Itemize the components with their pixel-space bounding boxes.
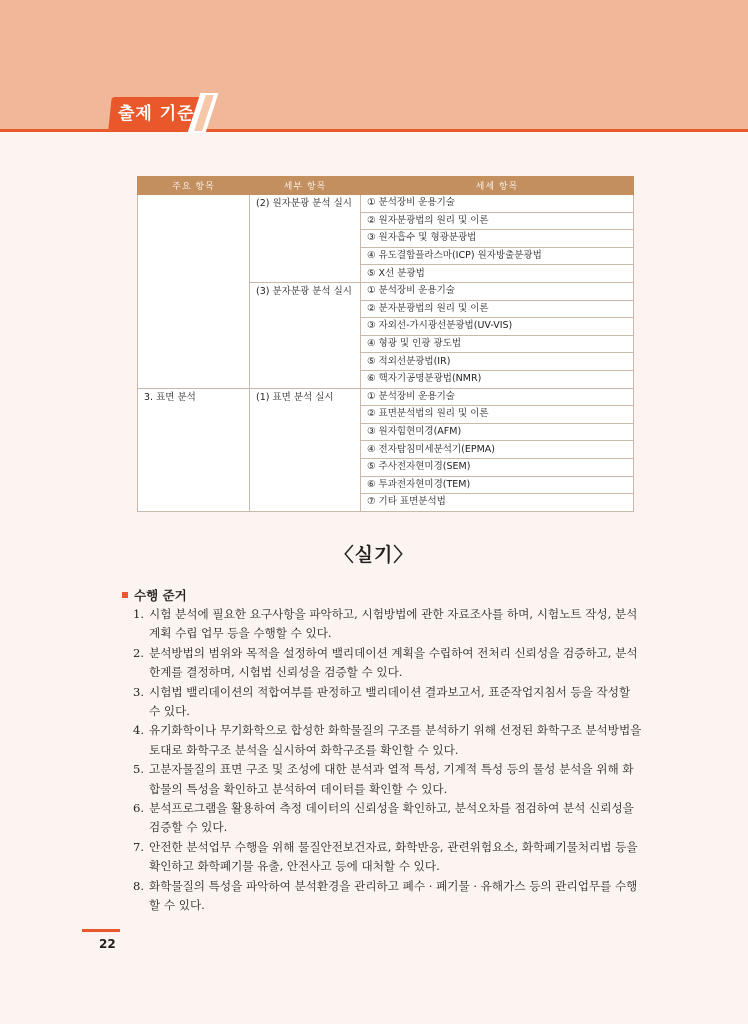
square-bullet-icon (122, 592, 128, 598)
item-number: 4. (133, 723, 145, 738)
detail-item-cell: ① 분석장비 운용기술 (361, 282, 634, 300)
detail-item-cell: ③ 원자흡수 및 형광분광법 (361, 230, 634, 248)
detail-item-cell: ③ 원자힘현미경(AFM) (361, 423, 634, 441)
list-item (133, 605, 643, 644)
item-number: 2. (133, 645, 145, 660)
item-text: 시험법 밸리데이션의 적합여부를 판정하고 밸리데이션 결과보고서, 표준작업지침서 등을 작성할 수 있다. (149, 684, 631, 719)
detail-item-cell: ⑤ X선 분광법 (361, 265, 634, 283)
detail-item-cell: ⑤ 주사전자현미경(SEM) (361, 458, 634, 476)
detail-item-cell: ③ 자외선-가시광선분광법(UV-VIS) (361, 318, 634, 336)
detail-item-cell: ⑦ 기타 표면분석법 (361, 494, 634, 512)
practical-exam-title: 〈실기〉 (334, 544, 414, 566)
detail-item-cell: ② 분자분광법의 원리 및 이론 (361, 300, 634, 318)
heading-label: 수행 준거 (134, 588, 187, 603)
item-text: 고분자물질의 표면 구조 및 조성에 대한 분석과 열적 특성, 기계적 특성 등의 물성 분석을 위해 화합물의 특성을 확인하고 분석하여 데이터를 확인할 수 있다. (149, 762, 634, 796)
list-item (133, 799, 643, 838)
item-number: 8. (133, 878, 145, 893)
list-item (133, 760, 643, 799)
item-text: 분석프로그램을 활용하여 측정 데이터의 신뢰성을 확인하고, 분석오차를 점검하여 분석 신뢰성을 검증할 수 있다. (149, 801, 634, 835)
sub-item-cell: (3) 분자분광 분석 실시 (250, 282, 361, 388)
item-text: 화학물질의 특성을 파악하여 분석환경을 관리하고 폐수 · 폐기물 · 유해가스 등의 관리업무를 수행할 수 있다. (149, 878, 638, 913)
item-number: 3. (133, 684, 145, 699)
detail-item-cell: ④ 형광 및 인광 광도법 (361, 335, 634, 353)
detail-item-cell: ④ 유도결합플라스마(ICP) 원자방출분광법 (361, 247, 634, 265)
section-title: 출제 기준 (118, 104, 195, 124)
detail-item-cell: ② 표면분석법의 원리 및 이론 (361, 406, 634, 424)
item-number: 7. (133, 839, 145, 854)
detail-item-cell: ⑥ 핵자기공명분광법(NMR) (361, 370, 634, 388)
item-text: 시험 분석에 필요한 요구사항을 파악하고, 시험방법에 관한 자료조사를 하며, 시험노트 작성, 분석계획 수립 업무 등을 수행할 수 있다. (149, 607, 638, 641)
item-number: 1. (133, 607, 145, 621)
main-item-cell (138, 195, 250, 389)
detail-item-cell: ① 분석장비 운용기술 (361, 195, 634, 213)
list-item (133, 644, 643, 683)
table-row (138, 195, 634, 213)
column-header: 세세 항목 (361, 177, 634, 195)
performance-criteria-heading (122, 586, 187, 604)
table-header-row (138, 177, 634, 195)
item-text: 분석방법의 범위와 목적을 설정하여 밸리데이션 계획을 수립하여 전처리 신뢰성을 검증하고, 분석한계를 결정하며, 시험법 신뢰성을 검증할 수 있다. (149, 645, 638, 680)
table-row (138, 388, 634, 406)
main-item-cell: 3. 표면 분석 (138, 388, 250, 511)
detail-item-cell: ④ 전자탐침미세분석기(EPMA) (361, 441, 634, 459)
column-header: 주요 항목 (138, 177, 250, 195)
sub-item-cell: (1) 표면 분석 실시 (250, 388, 361, 511)
detail-item-cell: ⑤ 적외선분광법(IR) (361, 353, 634, 371)
column-header: 세부 항목 (250, 177, 361, 195)
item-number: 5. (133, 762, 145, 777)
sub-item-cell: (2) 원자분광 분석 실시 (250, 195, 361, 283)
page-number: 22 (99, 937, 116, 951)
detail-item-cell: ② 원자분광법의 원리 및 이론 (361, 212, 634, 230)
item-number: 6. (133, 801, 145, 816)
footer-rule (82, 929, 120, 932)
list-item (133, 721, 643, 760)
list-item (133, 877, 643, 916)
item-text: 유기화학이나 무기화학으로 합성한 화학물질의 구조를 분석하기 위해 선정된 화학구조 분석방법을 토대로 화학구조 분석을 실시하여 화학구조를 확인할 수 있다. (149, 723, 642, 757)
exam-criteria-table (137, 176, 634, 512)
list-item (133, 683, 643, 722)
detail-item-cell: ① 분석장비 운용기술 (361, 388, 634, 406)
performance-criteria-list (133, 605, 643, 916)
item-text: 안전한 분석업무 수행을 위해 물질안전보건자료, 화학반응, 관련위험요소, 화학폐기물처리법 등을 확인하고 화학폐기물 유출, 안전사고 등에 대처할 수 있다. (149, 839, 638, 874)
detail-item-cell: ⑥ 투과전자현미경(TEM) (361, 476, 634, 494)
list-item (133, 838, 643, 877)
